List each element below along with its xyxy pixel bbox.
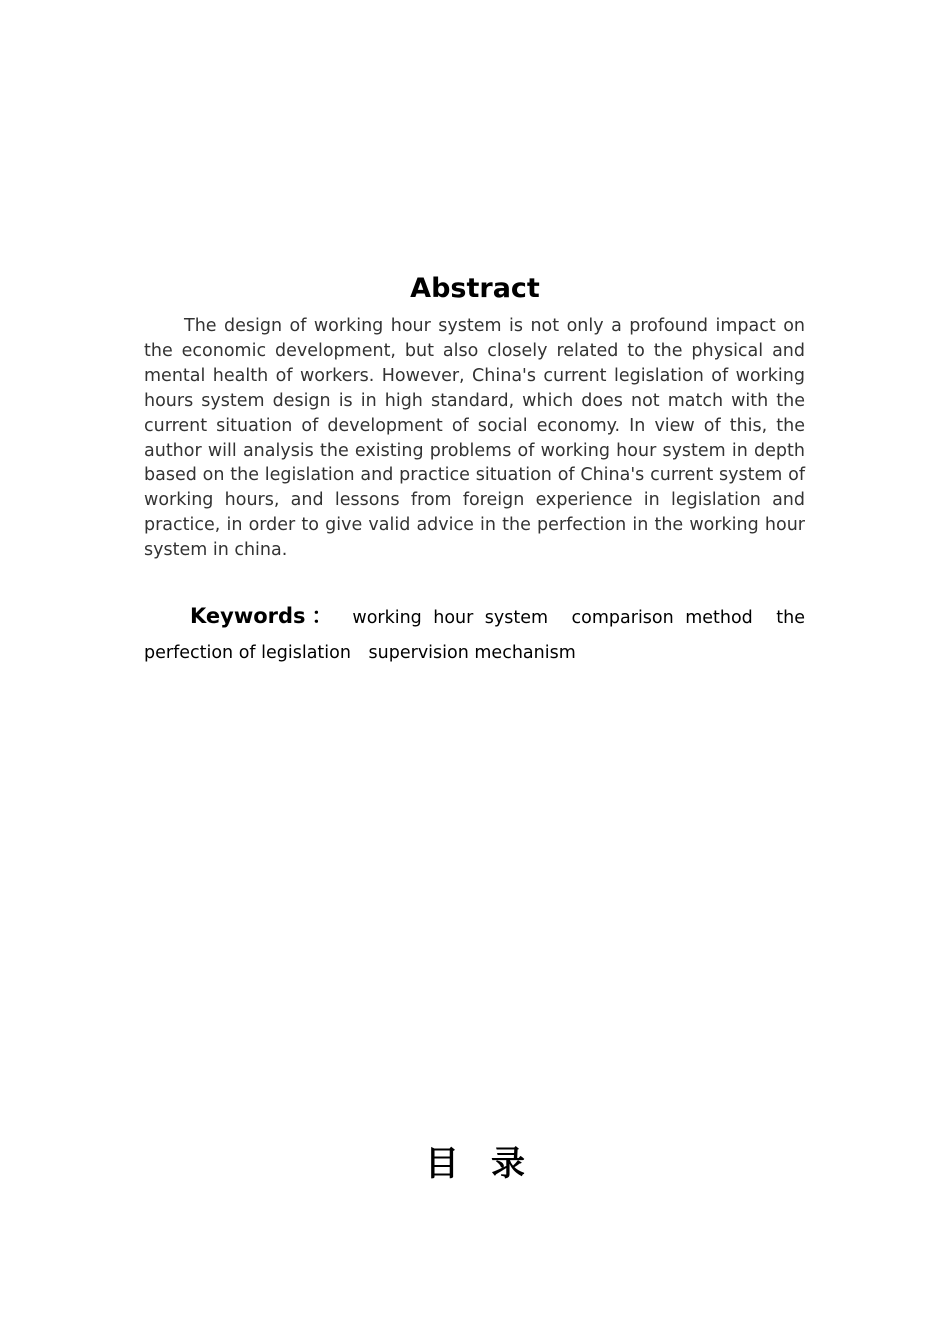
abstract-heading: Abstract <box>410 273 540 304</box>
keyword-item: supervision mechanism <box>368 643 576 663</box>
keyword-item: the perfection of legislation <box>144 608 805 663</box>
keywords-label: Keywords <box>190 604 306 628</box>
keyword-item: comparison method <box>571 608 753 628</box>
keywords-line <box>144 599 805 671</box>
keywords-separator: ： <box>305 604 339 628</box>
abstract-paragraph: The design of working hour system is not only a profound impact on the economic development, but also closely related to the physical and mental health of workers. However, China's current legislation of working hours system design is in high standard, which does not match with the current situation of development of social economy. In view of this, the author will analysis the existing problems of working hour system in depth based on the legislation and practice situation of China's current system of working hours, and lessons from foreign experience in legislation and practice, in order to give valid advice in the perfection in the working hour system in china. <box>144 316 805 561</box>
table-of-contents-heading: 目录 <box>425 1144 557 1184</box>
keyword-item: working hour system <box>352 608 549 628</box>
